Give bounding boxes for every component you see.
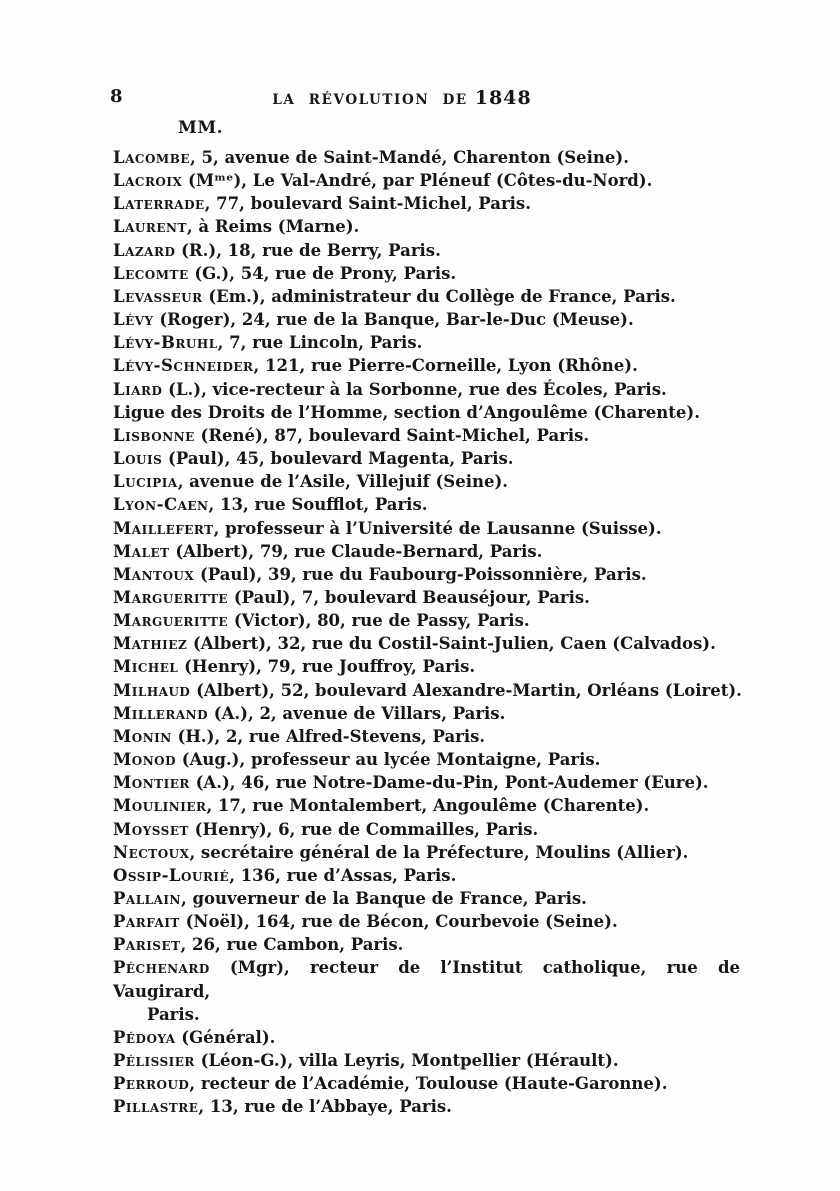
directory-entry [113,262,740,285]
directory-entry [113,540,740,563]
entry-name: Lévy-Bruhl [113,333,218,353]
entry-text: , 77, boulevard Saint-Michel, Paris. [204,194,531,214]
entry-text: (Victor), 80, rue de Passy, Paris. [228,611,530,631]
entry-name: Pédoya [113,1027,176,1047]
directory-entry [113,655,740,678]
entry-name: Lucipia [113,472,178,492]
entry-text: , recteur de l’Académie, Toulouse (Haute-Garonne). [189,1074,668,1094]
directory-entry [113,910,740,933]
entry-name: Pélissier [113,1051,195,1071]
entry-text: , 13, rue de l’Abbaye, Paris. [198,1097,452,1117]
entry-name: Parfait [113,912,180,932]
entry-text: , secrétaire général de la Préfecture, Moulins (Allier). [189,842,689,862]
directory-entry [113,1072,740,1095]
entry-name: Pallain [113,889,181,908]
entry-name: Laterrade [113,194,205,214]
entry-text: (Albert), 79, rue Claude-Bernard, Paris. [169,541,543,561]
entry-name: Monin [113,726,172,746]
directory-entry [113,331,740,354]
directory-entry [113,725,740,748]
entry-name: Levasseur [113,286,203,306]
entry-text: (Paul), 7, boulevard Beauséjour, Paris. [228,587,590,607]
entry-name: Montier [113,773,190,793]
salutation: MM. [178,118,224,138]
entry-name: Pariset [113,935,181,955]
directory-entry [147,1003,740,1026]
directory-entry [113,354,740,377]
entry-text: (Général). [175,1027,276,1047]
directory-entry [113,401,740,424]
entry-text: (Henry), 79, rue Jouffroy, Paris. [178,657,476,677]
entry-name: Moysset [113,819,189,839]
directory-entry [113,632,740,655]
entry-text: (Albert), 52, boulevard Alexandre-Martin, Orléans (Loiret). [190,680,742,700]
entry-text: , 121, rue Pierre-Corneille, Lyon (Rhône). [253,356,638,376]
entry-text: , 13, rue Soufflot, Paris. [208,495,428,515]
entry-name: Lisbonne [113,425,195,445]
entry-text: (R.), 18, rue de Berry, Paris. [175,240,441,260]
directory-entry [113,702,740,725]
entry-name: Mantoux [113,564,195,584]
entry-name: Pillastre [113,1097,199,1117]
directory-entry [113,424,740,447]
directory-entry [113,1049,740,1072]
entry-text: (Paul), 45, boulevard Magenta, Paris. [162,449,514,469]
directory-entry [113,1095,740,1118]
directory-entry [113,470,740,493]
member-list [113,146,740,1119]
entry-text: (Henry), 6, rue de Commailles, Paris. [188,819,539,839]
entry-name: Maillefert [113,518,214,538]
directory-entry [113,563,740,586]
entry-name: Lacombe [113,148,190,167]
entry-name: Mathiez [113,634,188,654]
directory-entry [113,378,740,401]
entry-name: Moulinier [113,796,207,816]
entry-name: Péchenard [113,958,210,978]
directory-entry [113,864,740,887]
directory-entry [113,517,740,540]
directory-entry [113,956,740,1002]
entry-text: , 7, rue Lincoln, Paris. [217,333,423,353]
entry-text: (Léon-G.), villa Leyris, Montpellier (Hérault). [194,1051,619,1071]
entry-name: Milhaud [113,680,191,700]
entry-text: (Albert), 32, rue du Costil-Saint-Julien, Caen (Calvados). [187,634,716,654]
entry-text: (H.), 2, rue Alfred-Stevens, Paris. [171,726,486,746]
entry-name: Liard [113,379,163,399]
directory-entry [113,169,740,192]
entry-name: Lacroix [113,171,183,191]
running-title [0,87,840,109]
directory-entry [113,493,740,516]
entry-text: (Roger), 24, rue de la Banque, Bar-le-Duc (Meuse). [153,310,634,330]
entry-text: (A.), 46, rue Notre-Dame-du-Pin, Pont-Audemer (Eure). [189,773,709,793]
directory-entry [113,771,740,794]
entry-name: Michel [113,657,179,677]
running-title-text: LA RÉVOLUTION DE [272,92,468,108]
entry-text: , 26, rue Cambon, Paris. [180,935,404,955]
entry-text: (René), 87, boulevard Saint-Michel, Paris. [194,425,590,445]
entry-name: Lecomte [113,263,189,283]
running-title-year: 1848 [474,87,532,109]
directory-entry [113,841,740,864]
directory-entry [113,308,740,331]
entry-text: (Paul), 39, rue du Faubourg-Poissonnière, Paris. [194,564,647,584]
entry-text: (Aug.), professeur au lycée Montaigne, Paris. [176,750,601,770]
directory-entry [113,1026,740,1049]
entry-name: Millerand [113,703,209,723]
entry-text: , 136, rue d’Assas, Paris. [229,865,457,885]
entry-text: (L.), vice-recteur à la Sorbonne, rue des Écoles, Paris. [162,379,667,399]
entry-text: , gouverneur de la Banque de France, Paris. [181,889,587,908]
directory-entry [113,586,740,609]
entry-name: Margueritte [113,587,229,607]
directory-entry [113,447,740,470]
directory-entry [113,239,740,262]
entry-name: Nectoux [113,842,190,862]
page-number: 8 [110,86,123,107]
entry-name: Louis [113,449,163,469]
entry-name: Perroud [113,1074,190,1094]
directory-entry [113,192,740,215]
directory-entry [113,748,740,771]
entry-name: Lyon-Caen [113,495,209,515]
directory-entry [113,146,740,169]
directory-entry [113,933,740,956]
entry-text: , professeur à l’Université de Lausanne (Suisse). [213,518,662,538]
entry-name: Laurent [113,217,187,237]
entry-text: Paris. [147,1004,200,1024]
entry-text: , 17, rue Montalembert, Angoulême (Charente). [206,796,650,816]
directory-entry [113,887,740,910]
entry-text: , à Reims (Marne). [186,217,360,237]
directory-entry [113,794,740,817]
directory-entry [113,215,740,238]
entry-text: (Noël), 164, rue de Bécon, Courbevoie (Seine). [179,912,618,932]
directory-entry [113,285,740,308]
entry-text: , 5, avenue de Saint-Mandé, Charenton (Seine). [190,148,629,167]
entry-text: (A.), 2, avenue de Villars, Paris. [208,703,506,723]
entry-text: , avenue de l’Asile, Villejuif (Seine). [177,472,509,492]
directory-entry [113,679,740,702]
entry-text: (Em.), administrateur du Collège de France, Paris. [202,286,676,306]
entry-text: (Mgr), recteur de l’Institut catholique, rue de Vaugirard, [113,958,740,1001]
entry-name: Lévy-Schneider [113,356,254,376]
entry-text: Ligue des Droits de l’Homme, section d’Angoulême (Charente). [113,402,700,422]
entry-name: Malet [113,541,170,561]
entry-name: Monod [113,750,177,770]
entry-text: (G.), 54, rue de Prony, Paris. [188,263,457,283]
directory-entry [113,818,740,841]
entry-text: (Mᵐᵉ), Le Val-André, par Pléneuf (Côtes-du-Nord). [182,171,653,191]
directory-entry [113,609,740,632]
entry-name: Margueritte [113,611,229,631]
entry-name: Lazard [113,240,176,260]
entry-name: Lévy [113,310,154,330]
entry-name: Ossip-Lourié [113,865,230,885]
